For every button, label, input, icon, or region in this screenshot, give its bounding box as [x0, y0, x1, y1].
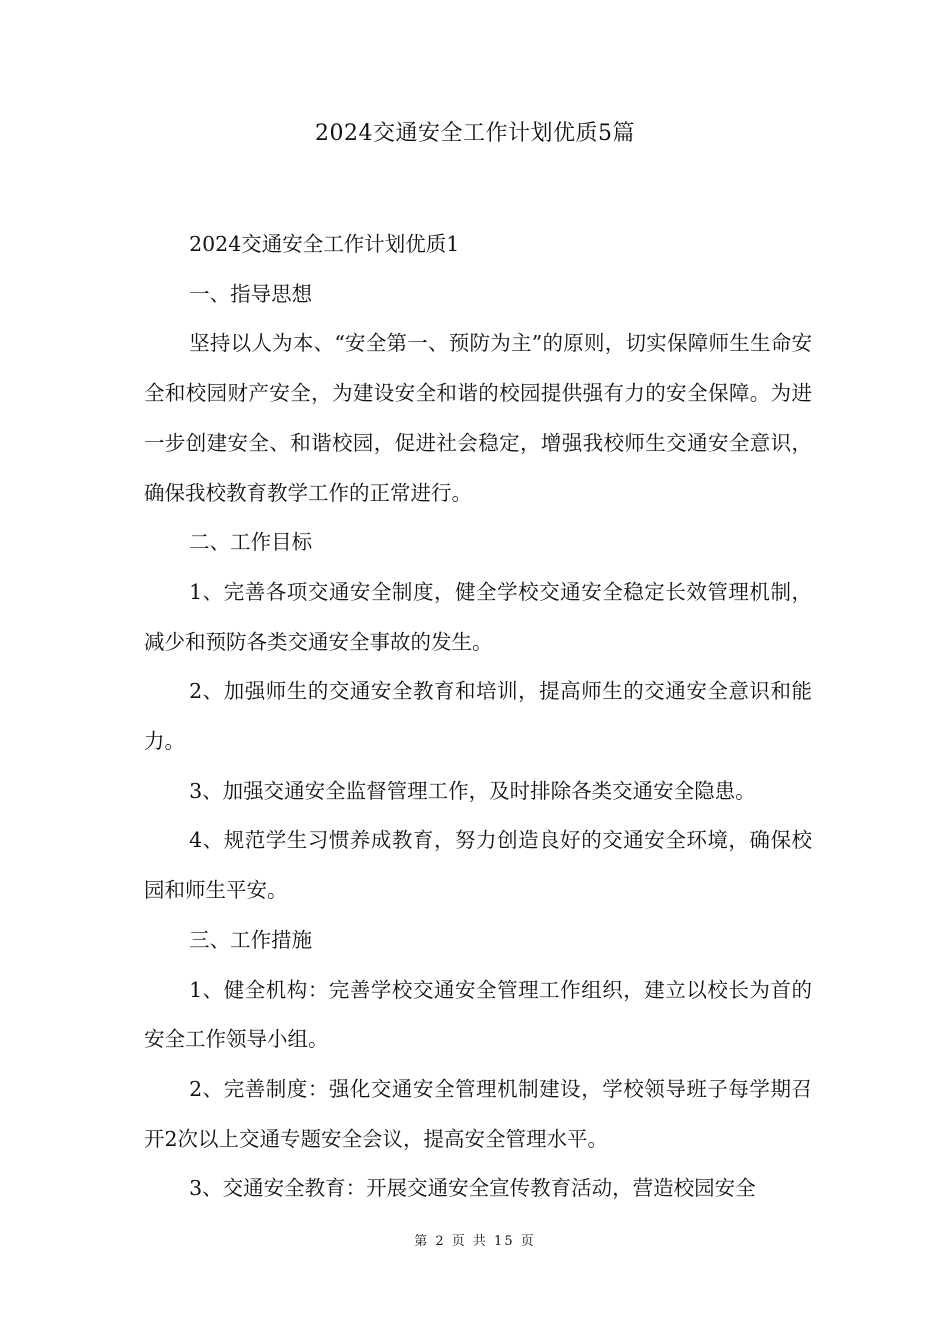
paragraph: 坚持以人为本、“安全第一、预防为主”的原则，切实保障师生生命安全和校园财产安全，为建设安全和谐的校园提供强有力的安全保障。为进一步创建安全、和谐校园，促进社会稳定，增强我校师生交通安全意识，确保我校教育教学工作的正常进行。 — [144, 331, 812, 505]
list-item: 2、加强师生的交通安全教育和培训，提高师生的交通安全意识和能力。 — [144, 679, 812, 754]
section-heading: 2024交通安全工作计划优质1 — [189, 232, 460, 256]
list-item: 3、加强交通安全监督管理工作，及时排除各类交通安全隐患。 — [189, 778, 756, 803]
page-footer: 第 2 页 共 15 页 — [414, 1234, 536, 1249]
list-item: 3、交通安全教育：开展交通安全宣传教育活动，营造校园安全 — [189, 1176, 756, 1201]
subheading-guiding-ideology: 一、指导思想 — [189, 281, 313, 306]
subheading-work-goals: 二、工作目标 — [189, 530, 313, 555]
list-item: 4、规范学生习惯养成教育，努力创造良好的交通安全环境，确保校园和师生平安。 — [144, 828, 812, 903]
document-title: 2024交通安全工作计划优质5篇 — [315, 121, 635, 146]
list-item: 1、完善各项交通安全制度，健全学校交通安全稳定长效管理机制，减少和预防各类交通安全事故的发生。 — [144, 579, 812, 654]
list-item: 2、完善制度：强化交通安全管理机制建设，学校领导班子每学期召开2次以上交通专题安全会议，提高安全管理水平。 — [144, 1076, 812, 1151]
subheading-work-measures: 三、工作措施 — [189, 927, 313, 952]
list-item: 1、健全机构：完善学校交通安全管理工作组织，建立以校长为首的安全工作领导小组。 — [144, 977, 812, 1052]
document-body — [144, 220, 812, 1214]
